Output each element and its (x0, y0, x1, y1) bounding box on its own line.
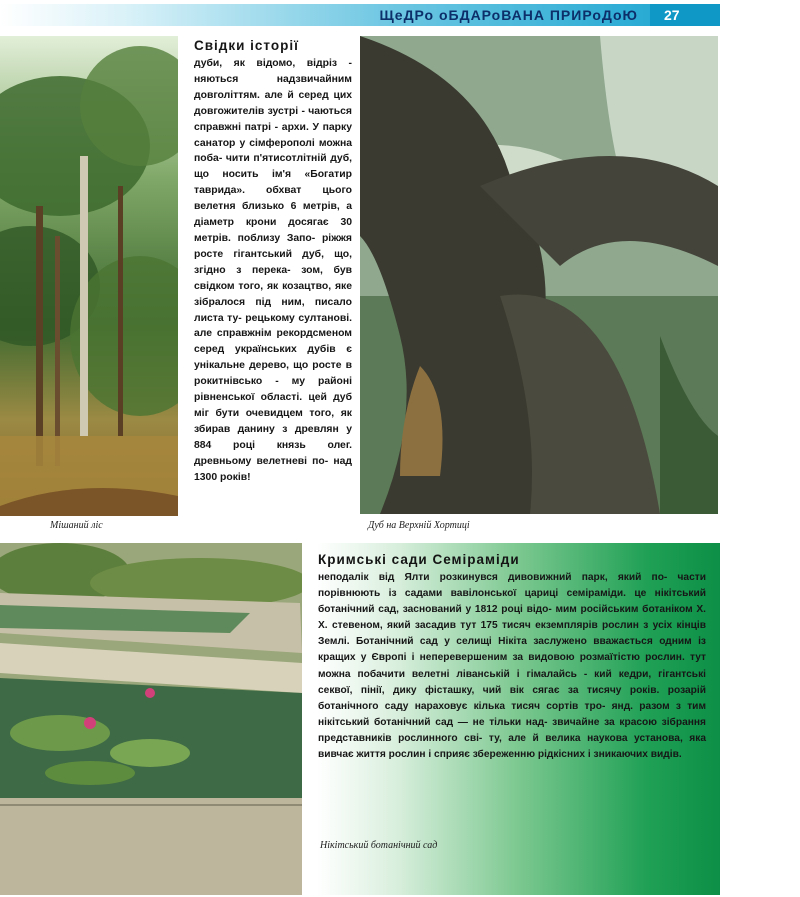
page-number: 27 (650, 4, 720, 26)
mixed-forest-photo (0, 36, 178, 516)
botanical-garden-pond-photo (0, 543, 302, 895)
oak-caption: Дуб на Верхній Хортиці (368, 520, 470, 531)
story-column (194, 38, 352, 485)
story-title: Свідки історії (194, 38, 299, 53)
story-body: дуби, як відомо, відріз - няються надзвичайним довголіттям. але й серед цих довгожителів зустрі - чаються справжні патрі - архи. У парку санатор у сімферополі можна поба- чити п'ятисотлітній дуб, що носить ім'я «Богатир таврида». обхват цього велетня близько 6 метрів, а діаметр крони досягає 30 метрів. поблизу Запо- ріжжя росте гігантський дуб, що, згідно з перека- зом, був свідком того, як козацтво, яке зібралося під ним, писало листа ту- рецькому султанові. але справжнім рекордсменом серед українських дубів є унікальне дерево, що росте в рокитнівсько - му районі рівненської області. цей дуб міг бути очевидцем того, як збирав данину з древлян у 884 році князь олег. древньому велетневі по- над 1300 років! (194, 58, 352, 483)
forest-caption: Мішаний ліс (50, 520, 103, 531)
garden-body: неподалік від Ялти розкинувся дивовижний парк, який по- части порівнюють із садами вавілонської цариці семіраміди. це нікітський ботанічний сад, заснований у 1812 році відо- мим російським ботаніком Х. Х. стевеном, який засадив тут 175 тисяч екземплярів рослин з усіх кінців Землі. Ботанічний сад у селищі Нікіта заслужено вважається одним із кращих у Європі і неперевершеним за видовою розмаїтістю рослин. тут можна побачити велетні ліванській і гімалайсь - кий кедри, гігантські секвої, пінії, дику фісташку, чий вік сягає за тисячу років. розарій ботанічного саду нараховує кілька тисяч сортів тро- янд. разом з тим нікітський ботанічний сад — не тільки над- звичайне за красою зібрання представників рослинного сві- ту, але й велика наукова установа, яка вивчає життя рослин і сприяє збереженню рідкісних і зникаючих видів. (318, 572, 706, 761)
oak-tree-photo (360, 36, 718, 514)
garden-caption: Нікітський ботанічний сад (320, 840, 438, 851)
header-title: ЩеДРо оБДАРоВАНА ПРИРоДоЮ (379, 7, 638, 23)
garden-title: Кримські сади Семіраміди (318, 552, 520, 567)
page-header (0, 4, 720, 26)
garden-article (318, 551, 706, 763)
